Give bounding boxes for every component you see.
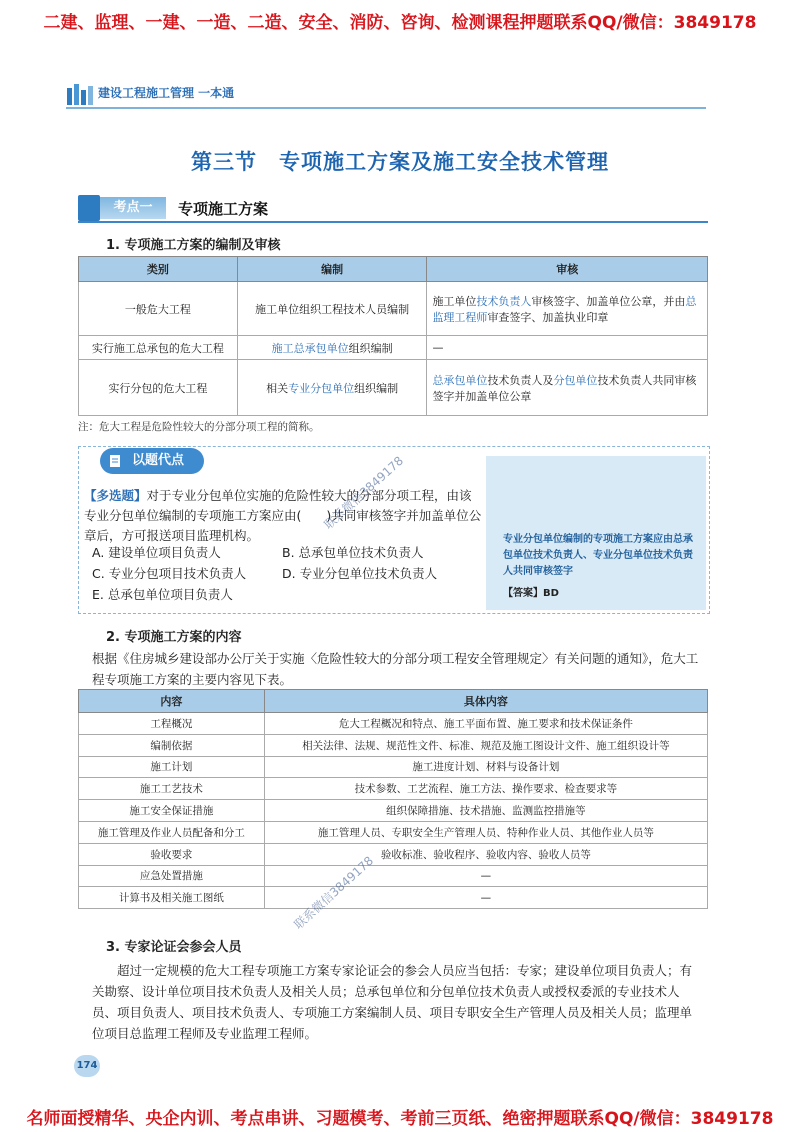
- cell-category: 一般危大工程: [79, 282, 238, 336]
- cell-prepare: 施工总承包单位组织编制: [237, 336, 427, 360]
- table-header-row: [79, 257, 708, 282]
- question-stem: 对于专业分包单位实施的危险性较大的分部分项工程，由该专业分包单位编制的专项施工方案应由( )共同审核签字并加盖单位公章后，方可报送项目监理机构。: [84, 488, 482, 543]
- answer-key: 【答案】BD: [503, 588, 559, 599]
- practice-badge: [100, 448, 204, 474]
- practice-question: [84, 486, 484, 546]
- bottom-banner: 名师面授精华、央企内训、考点串讲、习题模考、考前三页纸、绝密押题联系QQ/微信：3849178: [26, 1109, 774, 1129]
- page-number: 174: [74, 1055, 100, 1077]
- table-row: 编制依据 相关法律、法规、规范性文件、标准、规范及施工图设计文件、施工组织设计等: [79, 734, 708, 756]
- kaodian-icon: [78, 195, 100, 221]
- cell-prepare: 施工单位组织工程技术人员编制: [237, 282, 427, 336]
- header-rule: [66, 107, 706, 109]
- table-row: 施工安全保证措施 组织保障措施、技术措施、监测监控措施等: [79, 800, 708, 822]
- table-row: 验收要求 验收标准、验收程序、验收内容、验收人员等: [79, 843, 708, 865]
- table-row: 计算书及相关施工图纸 —: [79, 887, 708, 909]
- sub3-heading: 3. 专家论证会参会人员: [106, 940, 242, 955]
- sub2-intro: 根据《住房城乡建设部办公厅关于实施〈危险性较大的分部分项工程安全管理规定〉有关问题的通知》，危大工程专项施工方案的主要内容见下表。: [92, 651, 699, 687]
- table-row: 施工管理及作业人员配备和分工 施工管理人员、专职安全生产管理人员、特种作业人员、其他作业人员等: [79, 821, 708, 843]
- cell-prepare: 相关专业分包单位组织编制: [237, 360, 427, 416]
- sub1-heading: 1. 专项施工方案的编制及审核: [106, 238, 281, 253]
- question-type-tag: 【多选题】: [84, 488, 147, 503]
- option-b: B. 总承包单位技术负责人: [282, 545, 424, 560]
- practice-badge-label: 以题代点: [132, 453, 185, 468]
- kaodian-rule: [78, 221, 708, 223]
- top-banner: 二建、监理、一建、一造、二造、安全、消防、咨询、检测课程押题联系QQ/微信：3849178: [43, 13, 757, 33]
- cell-review: 总承包单位技术负责人及分包单位技术负责人共同审核签字并加盖单位公章: [427, 360, 708, 416]
- col-header: 具体内容: [264, 690, 707, 713]
- table-header-row: [79, 690, 708, 713]
- col-header: 类别: [79, 257, 238, 282]
- cell-category: 实行分包的危大工程: [79, 360, 238, 416]
- kaodian-label: 考点一: [100, 197, 166, 219]
- col-header: 内容: [79, 690, 265, 713]
- section-title: 第三节 专项施工方案及施工安全技术管理: [191, 149, 609, 174]
- watermark: 联系微信3849178: [321, 453, 407, 532]
- table-row: [79, 336, 708, 360]
- table-row: 应急处置措施 —: [79, 865, 708, 887]
- table-row: 工程概况 危大工程概况和特点、施工平面布置、施工要求和技术保证条件: [79, 713, 708, 735]
- option-a: A. 建设单位项目负责人: [92, 545, 221, 560]
- table-row: 施工工艺技术 技术参数、工艺流程、施工方法、操作要求、检查要求等: [79, 778, 708, 800]
- running-header: 建设工程施工管理 一本通: [98, 86, 235, 100]
- col-header: 编制: [237, 257, 427, 282]
- table-row: [79, 360, 708, 416]
- cell-review: —: [427, 336, 708, 360]
- kaodian-title: 专项施工方案: [178, 200, 269, 218]
- table-row: [79, 282, 708, 336]
- answer-explanation: 专业分包单位编制的专项施工方案应由总承包单位技术负责人、专业分包单位技术负责人共同审核签字: [503, 534, 693, 577]
- book-stack-icon: [66, 82, 94, 106]
- col-header: 审核: [427, 257, 708, 282]
- prepare-review-table: [78, 256, 708, 416]
- option-d: D. 专业分包单位技术负责人: [282, 566, 438, 581]
- pencil-note-icon: [108, 453, 124, 469]
- table-row: 施工计划 施工进度计划、材料与设备计划: [79, 756, 708, 778]
- cell-review: 施工单位技术负责人审核签字、加盖单位公章，并由总监理工程师审查签字、加盖执业印章: [427, 282, 708, 336]
- option-c: C. 专业分包项目技术负责人: [92, 566, 247, 581]
- sub2-heading: 2. 专项施工方案的内容: [106, 630, 242, 645]
- watermark: 联系微信3849178: [291, 853, 377, 932]
- table-note: 注：危大工程是危险性较大的分部分项工程的简称。: [78, 421, 320, 433]
- sub3-body: 超过一定规模的危大工程专项施工方案专家论证会的参会人员应当包括：专家；建设单位项目负责人；有关勘察、设计单位项目技术负责人及相关人员；总承包单位和分包单位技术负责人或授权委派的专业技术人员、项目负责人、项目技术负责人、专项施工方案编制人员、项目专职安全生产管理人员及相关人员；监理单位项目总监理工程师及专业监理工程师。: [92, 963, 693, 1041]
- option-e: E. 总承包单位项目负责人: [92, 587, 233, 602]
- cell-category: 实行施工总承包的危大工程: [79, 336, 238, 360]
- plan-content-table: [78, 689, 708, 909]
